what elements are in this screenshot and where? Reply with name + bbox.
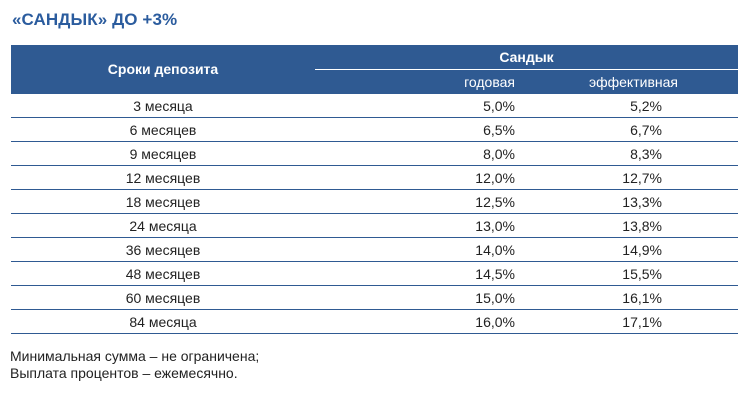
table-row xyxy=(11,190,738,214)
term-cell: 12 месяцев xyxy=(11,166,315,190)
table-row xyxy=(11,142,738,166)
annual-rate-cell: 16,0% xyxy=(315,310,527,334)
effective-rate-cell: 12,7% xyxy=(527,166,738,190)
table-row xyxy=(11,166,738,190)
table-row xyxy=(11,262,738,286)
sandyk-group-header: Сандык xyxy=(315,45,738,70)
effective-rate-header: эффективная xyxy=(527,70,738,94)
table-row xyxy=(11,310,738,334)
table-row xyxy=(11,286,738,310)
effective-rate-cell: 15,5% xyxy=(527,262,738,286)
annual-rate-header: годовая xyxy=(315,70,527,94)
table-row xyxy=(11,118,738,142)
effective-rate-cell: 6,7% xyxy=(527,118,738,142)
term-cell: 36 месяцев xyxy=(11,238,315,262)
effective-rate-cell: 5,2% xyxy=(527,94,738,118)
term-cell: 60 месяцев xyxy=(11,286,315,310)
term-cell: 18 месяцев xyxy=(11,190,315,214)
effective-rate-cell: 14,9% xyxy=(527,238,738,262)
effective-rate-cell: 13,3% xyxy=(527,190,738,214)
effective-rate-cell: 16,1% xyxy=(527,286,738,310)
annual-rate-cell: 8,0% xyxy=(315,142,527,166)
term-cell: 6 месяцев xyxy=(11,118,315,142)
note-minimum-amount: Минимальная сумма – не ограничена; xyxy=(10,348,260,364)
term-cell: 3 месяца xyxy=(11,94,315,118)
annual-rate-cell: 14,0% xyxy=(315,238,527,262)
table-row xyxy=(11,94,738,118)
annual-rate-cell: 12,5% xyxy=(315,190,527,214)
table-row xyxy=(11,238,738,262)
table-body xyxy=(11,94,738,334)
deposit-rates-table xyxy=(11,45,738,334)
term-cell: 9 месяцев xyxy=(11,142,315,166)
annual-rate-cell: 13,0% xyxy=(315,214,527,238)
annual-rate-cell: 14,5% xyxy=(315,262,527,286)
effective-rate-cell: 17,1% xyxy=(527,310,738,334)
term-column-header: Сроки депозита xyxy=(11,45,315,94)
effective-rate-cell: 8,3% xyxy=(527,142,738,166)
page-title: «САНДЫК» ДО +3% xyxy=(12,10,178,29)
table-header xyxy=(11,45,738,94)
term-cell: 84 месяца xyxy=(11,310,315,334)
effective-rate-cell: 13,8% xyxy=(527,214,738,238)
term-cell: 24 месяца xyxy=(11,214,315,238)
annual-rate-cell: 6,5% xyxy=(315,118,527,142)
term-cell: 48 месяцев xyxy=(11,262,315,286)
footnotes xyxy=(10,348,259,382)
annual-rate-cell: 5,0% xyxy=(315,94,527,118)
table-row xyxy=(11,214,738,238)
note-interest-payment: Выплата процентов – ежемесячно. xyxy=(10,365,238,381)
annual-rate-cell: 15,0% xyxy=(315,286,527,310)
annual-rate-cell: 12,0% xyxy=(315,166,527,190)
